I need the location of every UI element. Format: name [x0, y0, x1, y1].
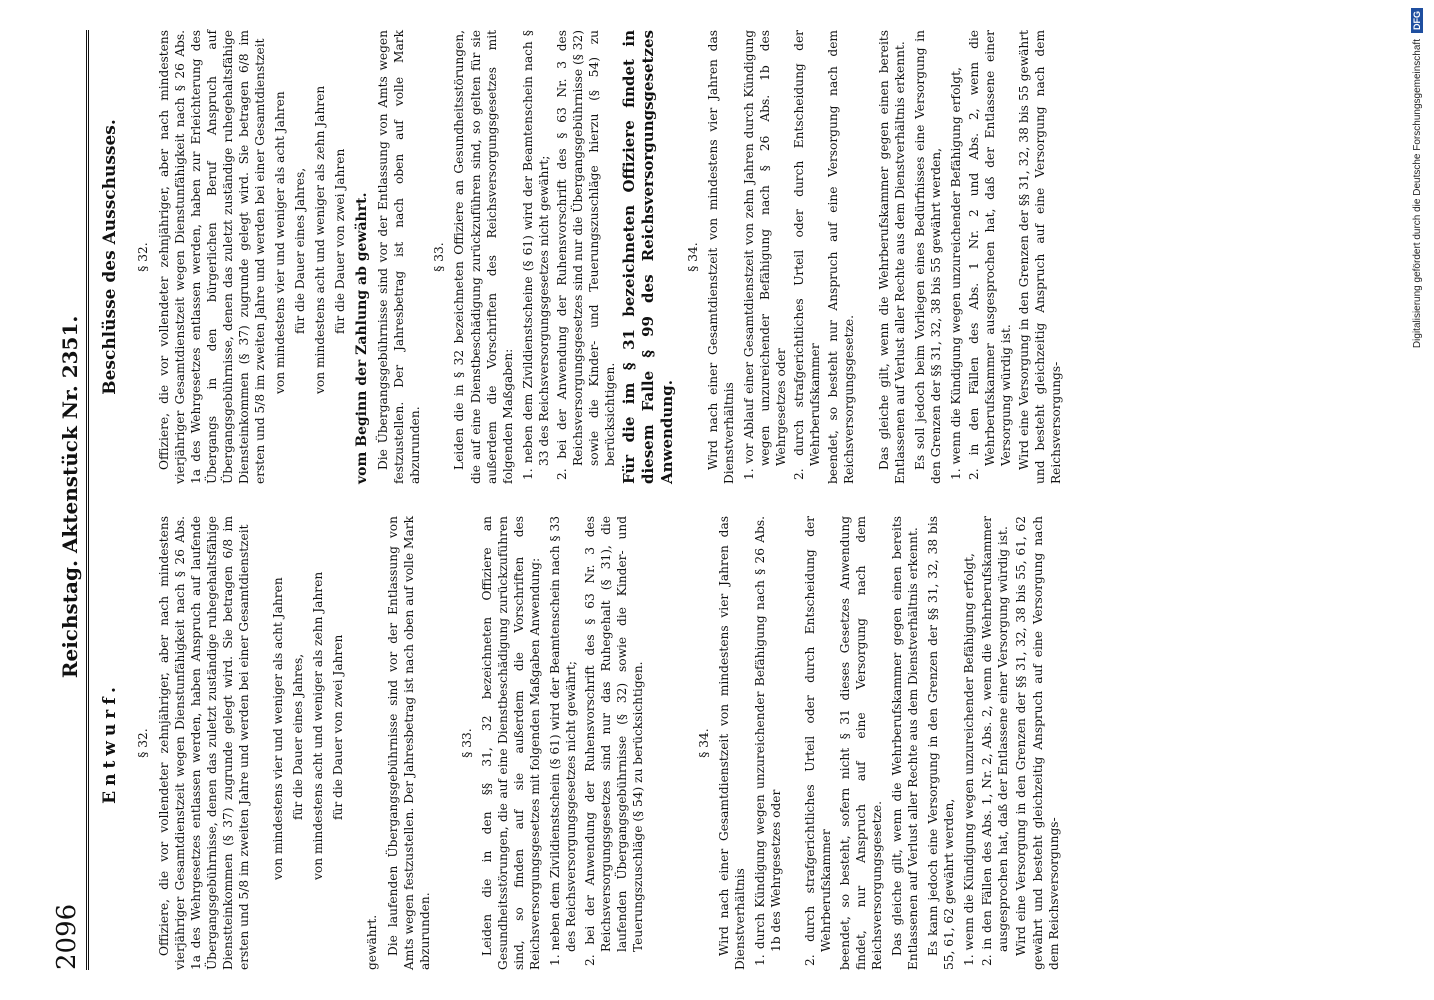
list-item: 1. neben dem Zivildienstschein (§ 61) wird der Beamtenschein nach § 33 des Reichsversorgungsgesetzes nicht gewährt; — [548, 516, 579, 966]
paragraph: Das gleiche gilt, wenn die Wehrberufskammer gegen einen bereits Entlassenen auf Verlust aller Rechte aus dem Dienstverhältnis erkennt. — [876, 30, 907, 484]
paragraph: Es kann jedoch eine Versorgung in den Grenzen der §§ 31, 32, 38 bis 55, 61, 62 gewährt werden, — [926, 516, 957, 970]
list-item: 2. in den Fällen des Abs. 1 Nr. 2 und Abs. 2, wenn die Wehrberufskammer ausgesprochen hat, daß der Entlassene einer Versorgung würdig ist. — [967, 30, 1014, 480]
paragraph: Leiden die in § 32 bezeichneten Offiziere an Gesundheitsstörungen, die auf eine Dienstbeschädigung zurückzuführen sind, so gelten für sie außerdem die Vorschriften des Reichsversorgungsgesetzes mit folgenden Maßgaben: — [452, 30, 515, 484]
credit-text: Digitalisierung gefördert durch die Deutsche Forschungsgemeinschaft — [1411, 39, 1423, 349]
funding-credit — [1406, 8, 1428, 993]
list-item: 2. durch strafgerichtliches Urteil oder durch Entscheidung der Wehrberufskammer — [803, 516, 834, 966]
paragraph: Es soll jedoch beim Vorliegen eines Bedürfnisses eine Versorgung in den Grenzen der §§ 31, 32, 38 bis 55 gewährt werden, — [912, 30, 943, 484]
paragraph: für die Dauer eines Jahres, — [291, 653, 306, 820]
paragraph: vom Beginn der Zahlung ab gewährt. — [353, 192, 370, 484]
section-label: § 32. — [136, 242, 151, 272]
list-item: 2. durch strafgerichtliches Urteil oder durch Entscheidung der Wehrberufskammer — [792, 30, 823, 480]
paragraph: Das gleiche gilt, wenn die Wehrberufskammer gegen einen bereits Entlassenen auf Verlust aller Rechte aus dem Dienstverhältnis erkennt. — [889, 516, 920, 970]
paragraph: für die Dauer von zwei Jahren — [333, 148, 348, 334]
section-label: § 33. — [432, 242, 447, 272]
list-item: 2. bei der Anwendung der Ruhensvorschrift des § 63 Nr. 3 des Reichsversorgungsgesetzes sind nur das Ruhegehalt (§ 31), die laufenden Übergangsgebührnisse (§ 32) sowie die Kinder- und Teuerungszuschläge (§ 54) zu berücksichtigen. — [582, 516, 645, 966]
section-label: § 34. — [696, 728, 711, 758]
dfg-logo: DFG — [1411, 8, 1423, 33]
committee-column — [95, 30, 1260, 484]
paragraph: für die Dauer von zwei Jahren — [331, 634, 346, 820]
running-header — [50, 30, 89, 970]
paragraph: Wird eine Versorgung in den Grenzen der §§ 31, 32, 38 bis 55, 61, 62 gewährt und besteht gleichzeitig Anspruch auf eine Versorgung nach dem Reichsversorgungs- — [1014, 516, 1061, 970]
paragraph: Offiziere, die vor vollendeter zehnjähriger, aber nach mindestens vierjähriger Gesamtdienstzeit wegen Dienstunfähigkeit nach § 26 Abs. 1a des Wehrgesetzes entlassen werden, haben zur Erleichterung des Übergangs in den bürgerlichen Beruf Anspruch auf Übergangsgebührnisse, denen das zuletzt zuständige ruhegehaltsfähige Diensteinkommen (§ 37) zugrunde gelegt wird. Sie betragen 6/8 im ersten und 5/8 im zweiten Jahre und werden bei einer Gesamtdienstzeit — [156, 30, 268, 484]
draft-column — [95, 516, 1260, 970]
paragraph: für die Dauer eines Jahres, — [293, 167, 308, 334]
column-heading-committee: Beschlüsse des Ausschusses. — [100, 119, 120, 395]
list-item: 1. wenn die Kündigung wegen unzureichender Befähigung erfolgt, — [962, 553, 977, 966]
list-item: 1. durch Kündigung wegen unzureichender Befähigung nach § 26 Abs. 1b des Wehrgesetzes oder — [753, 516, 784, 966]
paragraph: von mindestens acht und weniger als zehn Jahren — [311, 571, 326, 880]
paragraph: Die Übergangsgebührnisse sind vor der Entlassung von Amts wegen festzustellen. Der Jahresbetrag ist nach oben auf volle Mark abzurunden. — [376, 30, 423, 484]
list-item: 1. wenn die Kündigung wegen unzureichender Befähigung erfolgt, — [948, 67, 963, 480]
column-heading-draft: Entwurf. — [100, 682, 120, 804]
paragraph: beendet, so besteht, sofern nicht § 31 dieses Gesetzes Anwendung findet, nur Anspruch auf eine Versorgung nach dem Reichsversorgungsgesetze. — [837, 516, 884, 970]
paragraph: Offiziere, die vor vollendeter zehnjähriger, aber nach mindestens vierjähriger Gesamtdienstzeit wegen Dienstunfähigkeit nach § 26 Abs. 1a des Wehrgesetzes entlassen werden, haben Anspruch auf laufende Übergangsgebührnisse, denen das zuletzt zuständige ruhegehaltsfähige Dienstteinkommen (§ 37) zugrunde gelegt wird. Sie betragen 6/8 im ersten und 5/8 im zweiten Jahre und werden bei einer Gesamtdienstzeit — [156, 516, 251, 970]
list-item: 1. neben dem Zivildienstscheine (§ 61) wird der Beamtenschein nach § 33 des Reichsversorgungsgesetzes nicht gewährt; — [520, 30, 551, 480]
bold-paragraph: Für die im § 31 bezeichneten Offiziere findet in diesem Falle § 99 des Reichsversorgungsgesetzes Anwendung. — [620, 30, 676, 484]
paragraph: Wird nach einer Gesamtdienstzeit von mindestens vier Jahren das Dienstverhältnis — [716, 516, 748, 970]
paragraph: beendet, so besteht nur Anspruch auf eine Versorgung nach dem Reichsversorgungsgesetze. — [826, 30, 857, 484]
section-label: § 33. — [459, 728, 474, 758]
list-item: 2. in den Fällen des Abs. 1, Nr. 2, Abs. 2, wenn die Wehrberufskammer ausgesprochen hat, daß der Entlassene einer Versorgung würdig ist. — [980, 516, 1011, 966]
paragraph: Leiden die in den §§ 31, 32 bezeichneten Offiziere an Gesundheitsstörungen, die auf eine Dienstbeschädigung zurückzuführen sind, so finden auf sie außerdem die Vorschriften des Reichsversorgungsgesetzes mit folgenden Maßgaben Anwendung: — [479, 516, 543, 970]
document-title: Reichstag. Aktenstück Nr. 2351. — [58, 315, 82, 679]
section-label: § 32. — [136, 728, 151, 758]
section-label: § 34. — [685, 242, 700, 272]
paragraph: von mindestens vier und weniger als acht Jahren — [273, 91, 288, 394]
list-item: 1. vor Ablauf einer Gesamtdienstzeit von zehn Jahren durch Kündigung wegen unzureichender Befähigung nach § 26 Abs. 1b des Wehrgesetzes oder — [741, 30, 789, 480]
paragraph: Wird eine Versorgung in den Grenzen der §§ 31, 32, 38 bis 55 gewährt und besteht gleichzeitig Anspruch auf eine Versorgung nach dem Reichsversorgungs- — [1017, 30, 1064, 484]
paragraph: gewährt. — [365, 914, 380, 970]
paragraph: Die laufenden Übergangsgebührnisse sind vor der Entlassung von Amts wegen festzustellen. Der Jahresbetrag ist nach oben auf volle Mark abzurunden. — [385, 516, 432, 970]
paragraph: Wird nach einer Gesamtdienstzeit von mindestens vier Jahren das Dienstverhältnis — [705, 30, 736, 484]
paragraph: von mindestens acht und weniger als zehn Jahren — [313, 85, 328, 394]
paragraph: von mindestens vier und weniger als acht Jahren — [271, 577, 286, 880]
list-item: 2. bei der Anwendung der Ruhensvorschrift des § 63 Nr. 3 des Reichsversorgungsgesetzes sind nur die Übergangsgebührnisse (§ 32) sowie die Kinder- und Teuerungszuschläge hierzu (§ 54) zu berücksichtigen. — [554, 30, 618, 480]
page-number: 2096 — [52, 903, 82, 970]
